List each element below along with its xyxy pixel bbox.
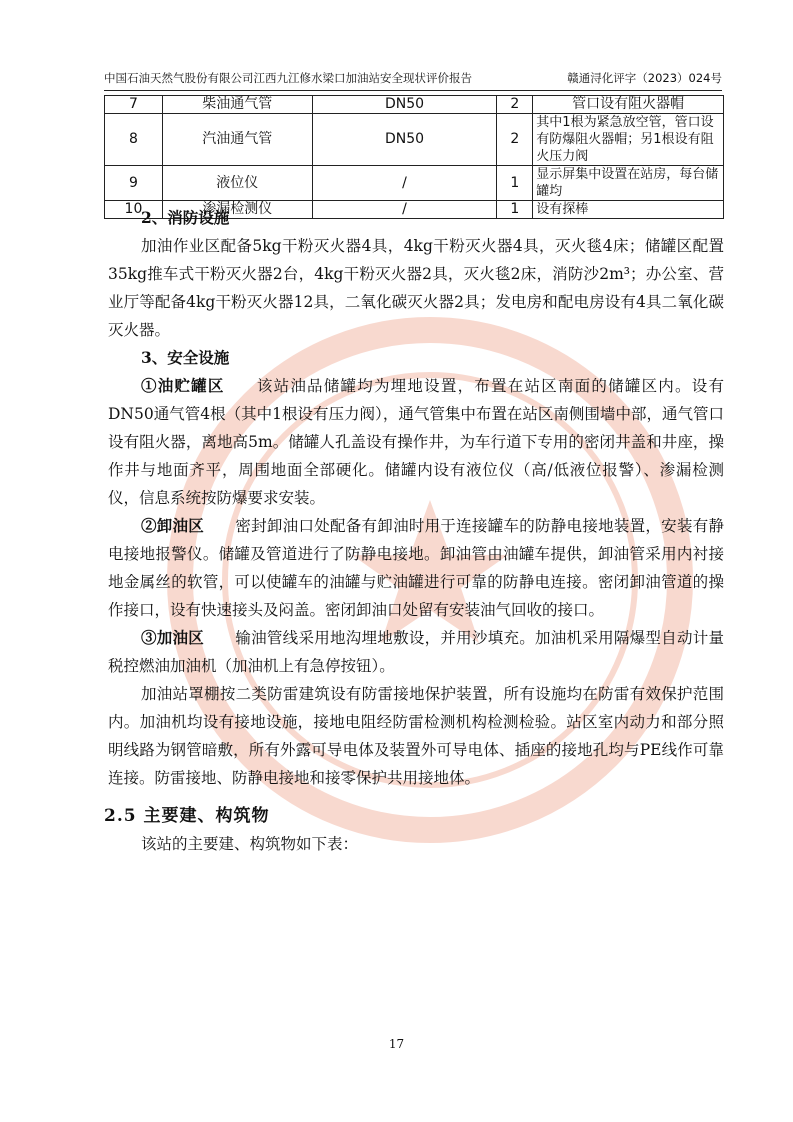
row-note: 设有探棒 — [533, 201, 724, 219]
unloading-area-text: 密封卸油口处配备有卸油时用于连接罐车的防静电接地装置，安装有静电接地报警仪。储罐及管道进行了防静电接地。卸油管由油罐车提供，卸油管采用内衬接地金属丝的软管，可以使罐车的油罐与贮油罐进行可靠的防静电连接。密闭卸油管道的操作接口，设有快速接头及闷盖。密闭卸油口处留有安装油气回收的接口。 — [108, 517, 724, 619]
row-number: 10 — [105, 201, 163, 219]
row-number: 7 — [105, 96, 163, 114]
table-row — [105, 166, 724, 201]
row-name: 柴油通气管 — [162, 96, 312, 114]
section-intro-paragraph: 该站的主要建、构筑物如下表： — [141, 835, 359, 853]
row-quantity: 1 — [497, 166, 533, 201]
unloading-area-label: ②卸油区 — [141, 516, 205, 535]
row-spec: / — [312, 201, 497, 219]
row-quantity: 2 — [497, 114, 533, 166]
fire-facilities-heading: 2、消防设施 — [141, 208, 230, 227]
document-body — [104, 204, 724, 858]
header-report-number: 赣通浔化评字（2023）024号 — [567, 71, 722, 85]
header-report-title: 中国石油天然气股份有限公司江西九江修水梁口加油站安全现状评价报告 — [104, 71, 472, 85]
section-heading: 2.5 主要建、构筑物 — [104, 806, 270, 826]
table-row — [105, 114, 724, 166]
unloading-area-paragraph — [108, 512, 724, 624]
row-name: 液位仪 — [162, 166, 312, 201]
fueling-area-paragraph — [108, 624, 724, 680]
page-number: 17 — [388, 1037, 405, 1051]
fueling-area-text: 输油管线采用地沟埋地敷设，并用沙填充。加油机采用隔爆型自动计量税控燃油加油机（加油机上有急停按钮）。 — [108, 629, 724, 675]
fueling-area-label: ③加油区 — [141, 628, 205, 647]
lightning-protection-paragraph: 加油站罩棚按二类防雷建筑设有防雷接地保护装置，所有设施均在防雷有效保护范围内。加油机均设有接地设施，接地电阻经防雷检测机构检测检验。站区室内动力和部分照明线路为钢管暗敷，所有外露可导电体及装置外可导电体、插座的接地孔均与PE线作可靠连接。防雷接地、防静电接地和接零保护共用接地体。 — [108, 685, 724, 787]
row-spec: DN50 — [312, 114, 497, 166]
table-row — [105, 96, 724, 114]
row-quantity: 2 — [497, 96, 533, 114]
row-spec: / — [312, 166, 497, 201]
row-number: 8 — [105, 114, 163, 166]
row-note: 管口设有阻火器帽 — [533, 96, 724, 114]
row-quantity: 1 — [497, 201, 533, 219]
safety-facilities-heading: 3、安全设施 — [141, 348, 230, 367]
page-header — [104, 68, 722, 91]
tank-area-text: 该站油品储罐均为埋地设置，布置在站区南面的储罐区内。设有DN50通气管4根（其中1根设有压力阀），通气管集中布置在站区南侧围墙中部，通气管口设有阻火器，离地高5m。储罐人孔盖设有操作井，为车行道下专用的密闭井盖和井座，操作井与地面齐平，周围地面全部硬化。储罐内设有液位仪（高/低液位报警）、渗漏检测仪，信息系统按防爆要求安装。 — [108, 377, 724, 507]
fire-facilities-paragraph: 加油作业区配备5kg干粉灭火器4具，4kg干粉灭火器4具，灭火毯4床；储罐区配置35kg推车式干粉灭火器2台，4kg干粉灭火器2具，灭火毯2床，消防沙2m³；办公室、营业厅等配备4kg干粉灭火器12具，二氧化碳灭火器2具；发电房和配电房设有4具二氧化碳灭火器。 — [108, 237, 724, 339]
row-name: 渗漏检测仪 — [162, 201, 312, 219]
row-number: 9 — [105, 166, 163, 201]
equipment-table — [104, 95, 724, 219]
row-spec: DN50 — [312, 96, 497, 114]
tank-area-paragraph — [108, 372, 724, 512]
tank-area-label: ①油贮罐区 — [141, 376, 225, 395]
row-note: 其中1根为紧急放空管，管口设有防爆阻火器帽；另1根设有阻火压力阀 — [533, 114, 724, 166]
row-name: 汽油通气管 — [162, 114, 312, 166]
row-note: 显示屏集中设置在站房，每台储罐均 — [533, 166, 724, 201]
